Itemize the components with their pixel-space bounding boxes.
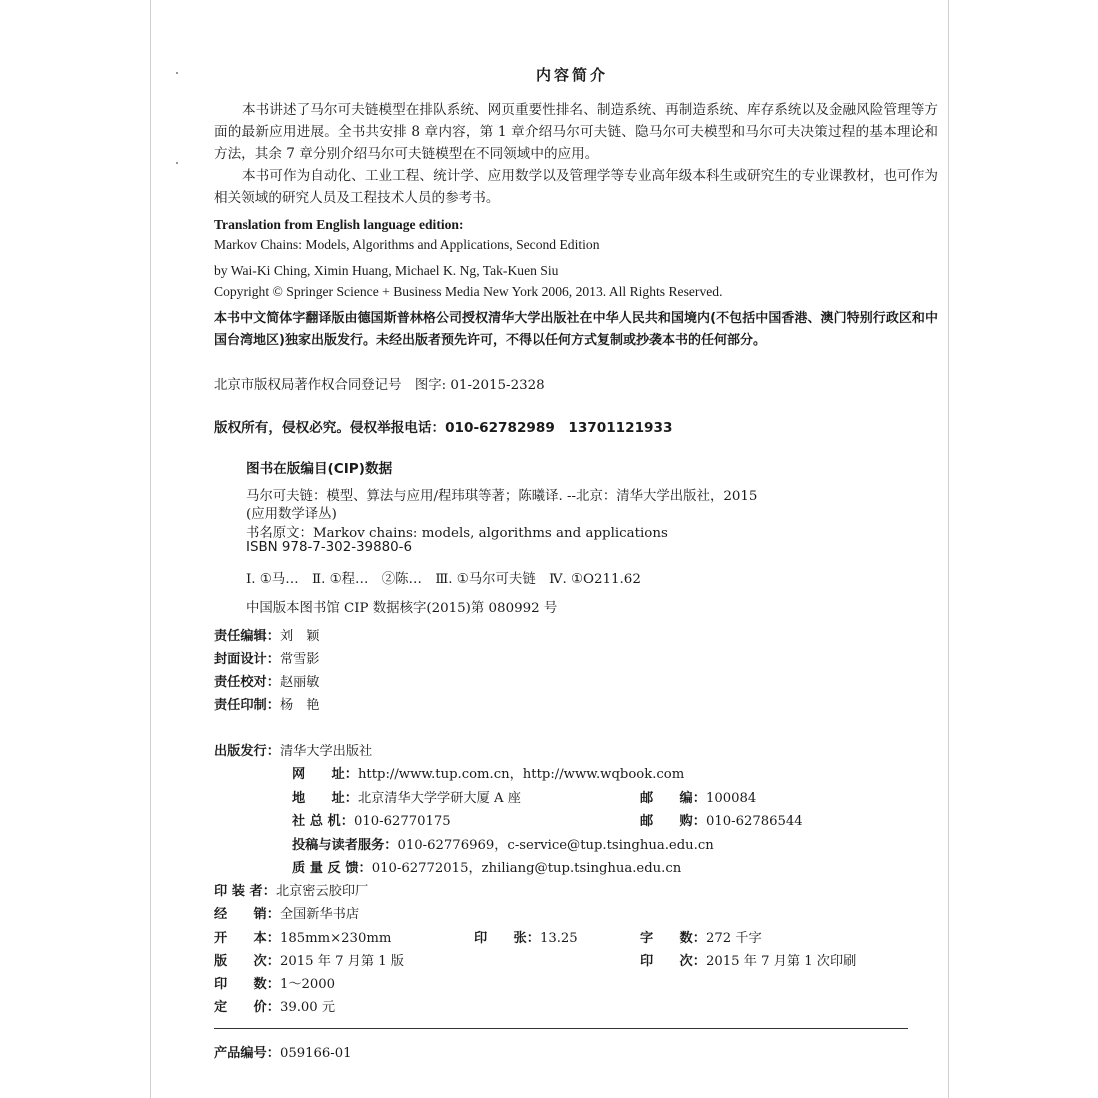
distributor-row: 经 销：全国新华书店 <box>214 907 360 922</box>
sheets-row: 印 张：13.25 <box>474 931 578 946</box>
word-count-row: 字 数：272 千字 <box>640 931 762 946</box>
footer-divider <box>214 1028 908 1029</box>
postcode-row: 邮 编：100084 <box>640 791 757 806</box>
translation-copyright: Copyright © Springer Science + Business Media New York 2006, 2013. All Rights Reserved. <box>214 284 723 299</box>
intro-paragraph-1: 本书讲述了马尔可夫链模型在排队系统、网页重要性排名、制造系统、再制造系统、库存系统以及金融风险管理等方面的最新应用进展。全书共安排 8 章内容，第 1 章介绍马尔可夫链、隐马尔可夫模型和马尔可夫决策过程的基本理论和方法，其余 7 章分别介绍马尔可夫链模型在不同领域中的应用。 <box>214 102 938 162</box>
switchboard-row: 社 总 机：010-62770175 <box>292 814 451 829</box>
translation-heading: Translation from English language edition: <box>214 217 464 232</box>
cip-line-3: 书名原文：Markov chains: models, algorithms and applications <box>246 526 668 541</box>
printing-row: 印 次：2015 年 7 月第 1 次印刷 <box>640 954 857 969</box>
printing-manager-row: 责任印制：杨 艳 <box>214 698 320 713</box>
edition-row: 版 次：2015 年 7 月第 1 版 <box>214 954 404 969</box>
website-row: 网 址：http://www.tup.com.cn，http://www.wqbook.com <box>292 767 685 782</box>
cip-line-2: (应用数学译丛) <box>246 507 337 522</box>
copies-row: 印 数：1～2000 <box>214 977 336 992</box>
scan-speck <box>176 72 178 74</box>
cip-line-1: 马尔可夫链：模型、算法与应用/程玮琪等著；陈曦译. --北京：清华大学出版社，2015 <box>246 489 758 504</box>
printer-row: 印 装 者：北京密云胶印厂 <box>214 884 369 899</box>
format-row: 开 本：185mm×230mm <box>214 931 392 946</box>
cip-isbn: ISBN 978-7-302-39880-6 <box>246 540 412 555</box>
product-code-row: 产品编号：059166-01 <box>214 1046 352 1061</box>
contribution-row: 投稿与读者服务：010-62776969，c-service@tup.tsinghua.edu.cn <box>292 838 714 853</box>
page-title: 内容简介 <box>536 66 609 84</box>
rights-notice: 版权所有，侵权必究。侵权举报电话：010-62782989 13701121933 <box>214 420 673 436</box>
cover-design-row: 封面设计：常雪影 <box>214 652 320 667</box>
translation-book-title: Markov Chains: Models, Algorithms and Applications, Second Edition <box>214 237 600 252</box>
cip-classification: Ⅰ. ①马… Ⅱ. ①程… ②陈… Ⅲ. ①马尔可夫链 Ⅳ. ①O211.62 <box>246 572 641 587</box>
price-row: 定 价：39.00 元 <box>214 1000 336 1015</box>
scan-speck <box>176 162 178 164</box>
address-row: 地 址：北京清华大学学研大厦 A 座 <box>292 791 521 806</box>
cip-record-number: 中国版本图书馆 CIP 数据核字(2015)第 080992 号 <box>246 601 558 616</box>
copyright-registration: 北京市版权局著作权合同登记号 图字: 01-2015-2328 <box>214 378 545 393</box>
proofreader-row: 责任校对：赵丽敏 <box>214 675 320 690</box>
mail-order-row: 邮 购：010-62786544 <box>640 814 803 829</box>
editor-row: 责任编辑：刘 颖 <box>214 629 320 644</box>
license-text: 本书中文简体字翻译版由德国斯普林格公司授权清华大学出版社在中华人民共和国境内(不包括中国香港、澳门特别行政区和中国台湾地区)独家出版发行。未经出版者预先许可，不得以任何方式复制或抄袭本书的任何部分。 <box>214 311 938 348</box>
translation-authors: by Wai-Ki Ching, Ximin Huang, Michael K. Ng, Tak-Kuen Siu <box>214 263 559 278</box>
publisher-row: 出版发行：清华大学出版社 <box>214 744 373 759</box>
intro-paragraph-2: 本书可作为自动化、工业工程、统计学、应用数学以及管理学等专业高年级本科生或研究生的专业课教材，也可作为相关领域的研究人员及工程技术人员的参考书。 <box>214 168 938 206</box>
cip-heading: 图书在版编目(CIP)数据 <box>246 461 393 477</box>
quality-feedback-row: 质 量 反 馈：010-62772015，zhiliang@tup.tsinghua.edu.cn <box>292 861 682 876</box>
